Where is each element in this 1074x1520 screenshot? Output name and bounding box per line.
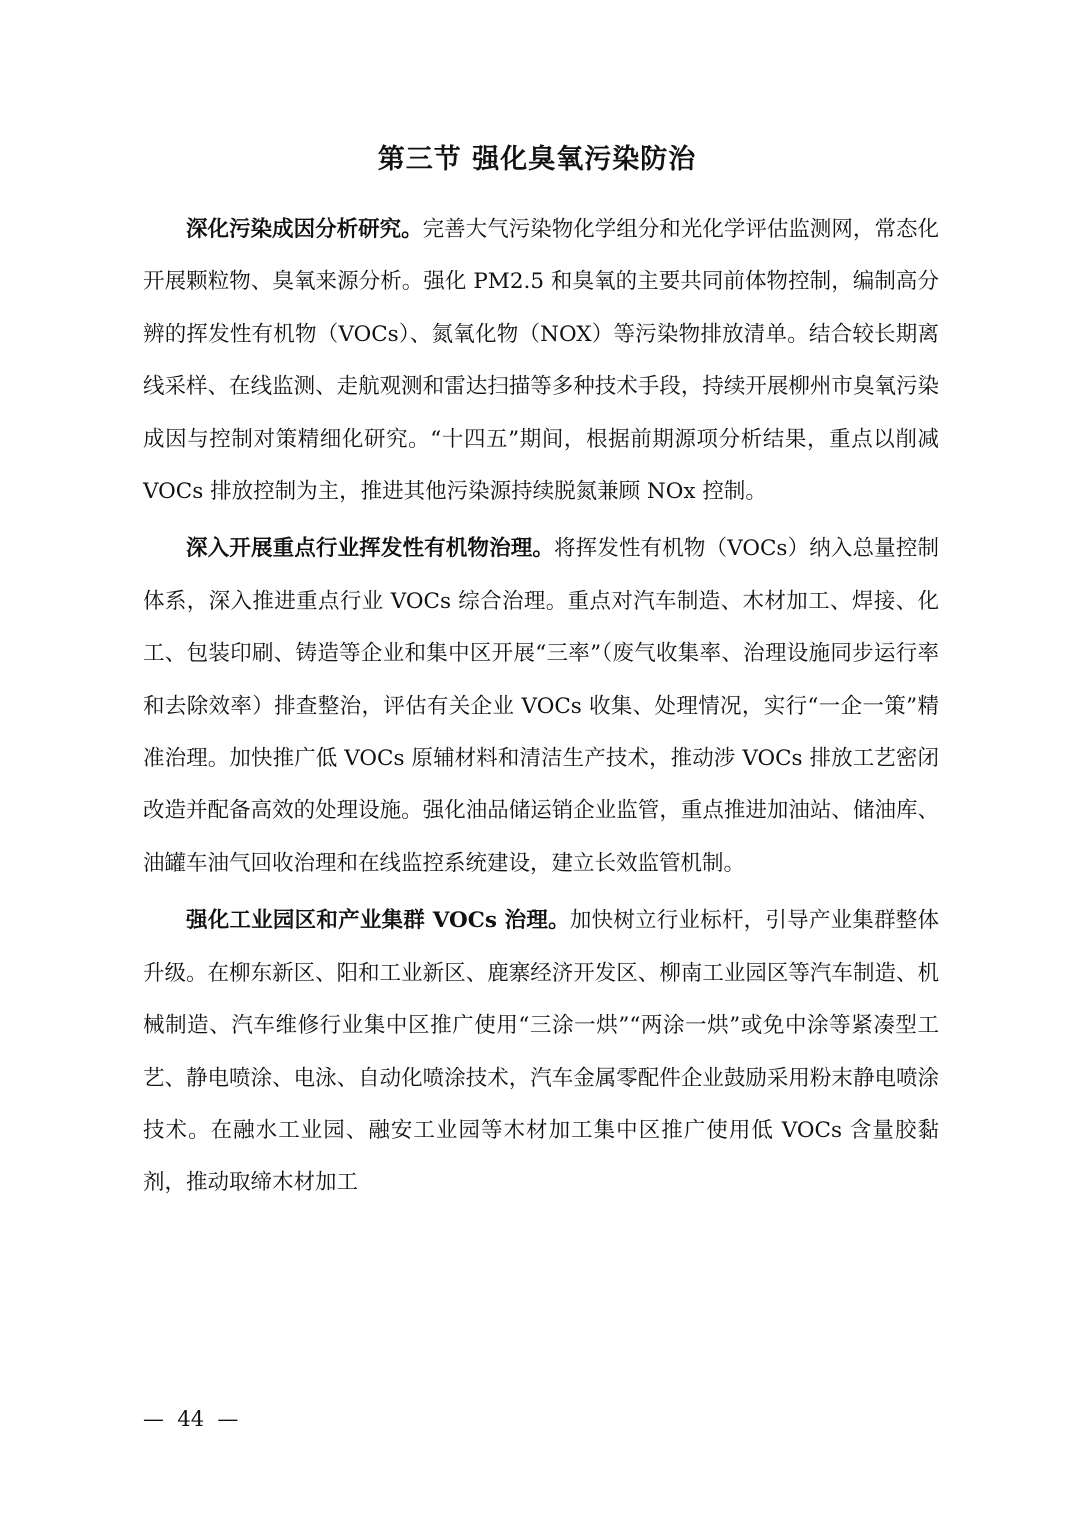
paragraph-lead: 深化污染成因分析研究。 xyxy=(186,217,423,242)
paragraph-industrial-park-vocs xyxy=(143,895,939,1209)
paragraph-pollution-cause-research xyxy=(143,204,939,518)
paragraph-text: 将挥发性有机物（VOCs）纳入总量控制体系，深入推进重点行业 VOCs 综合治理。重点对汽车制造、木材加工、焊接、化工、包装印刷、铸造等企业和集中区开展“三率”（废气收集率、治理设施同步运行率和去除效率）排查整治，评估有关企业 VOCs 收集、处理情况，实行“一企一策”精准治理。加快推广低 VOCs 原辅材料和清洁生产技术，推动涉 VOCs 排放工艺密闭改造并配备高效的处理设施。强化油品储运销企业监管，重点推进加油站、储油库、油罐车油气回收治理和在线监控系统建设，建立长效监管机制。 xyxy=(143,536,939,876)
paragraph-lead: 强化工业园区和产业集群 VOCs 治理。 xyxy=(186,908,570,934)
body-text xyxy=(143,204,939,1215)
paragraph-text: 完善大气污染物化学组分和光化学评估监测网，常态化开展颗粒物、臭氧来源分析。强化 PM2.5 和臭氧的主要共同前体物控制，编制高分辨的挥发性有机物（VOCs）、氮氧化物（NOX）等污染物排放清单。结合较长期离线采样、在线监测、走航观测和雷达扫描等多种技术手段，持续开展柳州市臭氧污染成因与控制对策精细化研究。“十四五”期间，根据前期源项分析结果，重点以削减 VOCs 排放控制为主，推进其他污染源持续脱氮兼顾 NOx 控制。 xyxy=(143,217,939,505)
paragraph-lead: 深入开展重点行业挥发性有机物治理。 xyxy=(186,536,555,562)
section-title: 第三节 强化臭氧污染防治 xyxy=(377,144,697,175)
paragraph-key-industry-vocs xyxy=(143,523,939,890)
paragraph-text: 加快树立行业标杆，引导产业集群整体升级。在柳东新区、阳和工业新区、鹿寨经济开发区、柳南工业园区等汽车制造、机械制造、汽车维修行业集中区推广使用“三涂一烘”“两涂一烘”或免中涂等紧凑型工艺、静电喷涂、电泳、自动化喷涂技术，汽车金属零配件企业鼓励采用粉末静电喷涂技术。在融水工业园、融安工业园等木材加工集中区推广使用低 VOCs 含量胶黏剂，推动取缔木材加工 xyxy=(143,908,939,1196)
page-number: — 44 — xyxy=(143,1407,239,1431)
